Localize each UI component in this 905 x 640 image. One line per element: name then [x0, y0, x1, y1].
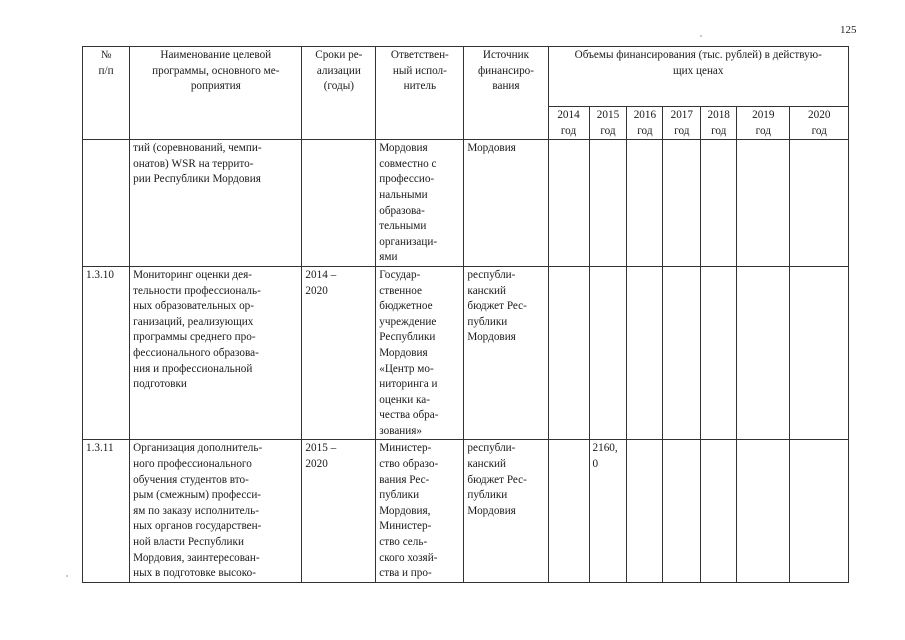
value-2018 — [701, 266, 737, 440]
year-2019: 2019 год — [737, 107, 790, 140]
page-number: 125 — [840, 24, 857, 36]
row-responsible: Министер- ство образо- вания Рес- публики Мордовия, Министер- ство сель- ского хозяй- ства и про- — [376, 440, 464, 582]
table-row — [83, 266, 849, 440]
row-responsible: Мордовия совместно с профессио- нальными образова- тельными организаци- ями — [376, 140, 464, 267]
value-2016 — [627, 440, 663, 582]
row-term: 2014 – 2020 — [302, 266, 376, 440]
scan-speck — [66, 575, 68, 577]
value-2015: 2160, 0 — [589, 440, 627, 582]
value-2020 — [790, 140, 849, 267]
value-2015 — [589, 266, 627, 440]
row-responsible: Государ- ственное бюджетное учреждение Республики Мордовия «Центр мо- ниторинга и оценки ка- чества обра- зования» — [376, 266, 464, 440]
value-2017 — [663, 266, 701, 440]
row-name: Организация дополнитель- ного профессионального обучения студентов вто- рым (смежным) професси- ям по заказу исполнитель- ных органов государствен- ной власти Республики Мордовия, заинтересован- ных в подготовке высоко- — [130, 440, 302, 582]
table-row — [83, 440, 849, 582]
value-2018 — [701, 440, 737, 582]
header-name: Наименование целевой программы, основного ме- роприятия — [130, 47, 302, 140]
row-source: республи- канский бюджет Рес- публики Мордовия — [464, 266, 548, 440]
scan-speck — [700, 35, 702, 37]
value-2018 — [701, 140, 737, 267]
value-2019 — [737, 266, 790, 440]
row-num — [83, 140, 130, 267]
year-2016: 2016 год — [627, 107, 663, 140]
row-name: Мониторинг оценки дея- тельности профессиональ- ных образовательных ор- ганизаций, реализующих программы среднего про- фессионального образова- ния и профессиональной подготовки — [130, 266, 302, 440]
row-num: 1.3.10 — [83, 266, 130, 440]
value-2014 — [548, 140, 589, 267]
value-2015 — [589, 140, 627, 267]
funding-table — [82, 46, 849, 583]
value-2014 — [548, 266, 589, 440]
value-2016 — [627, 266, 663, 440]
value-2017 — [663, 440, 701, 582]
value-2020 — [790, 440, 849, 582]
header-source: Источник финансиро- вания — [464, 47, 548, 140]
year-2018: 2018 год — [701, 107, 737, 140]
row-num: 1.3.11 — [83, 440, 130, 582]
header-row — [83, 47, 849, 107]
value-2016 — [627, 140, 663, 267]
year-2015: 2015 год — [589, 107, 627, 140]
value-2020 — [790, 266, 849, 440]
table-row — [83, 140, 849, 267]
header-funding: Объемы финансирования (тыс. рублей) в действую- щих ценах — [548, 47, 849, 107]
year-2017: 2017 год — [663, 107, 701, 140]
value-2019 — [737, 140, 790, 267]
year-2014: 2014 год — [548, 107, 589, 140]
row-source: Мордовия — [464, 140, 548, 267]
value-2019 — [737, 440, 790, 582]
value-2017 — [663, 140, 701, 267]
row-term — [302, 140, 376, 267]
row-name: тий (соревнований, чемпи- онатов) WSR на террито- рии Республики Мордовия — [130, 140, 302, 267]
year-2020: 2020 год — [790, 107, 849, 140]
row-term: 2015 – 2020 — [302, 440, 376, 582]
header-responsible: Ответствен- ный испол- нитель — [376, 47, 464, 140]
row-source: республи- канский бюджет Рес- публики Мордовия — [464, 440, 548, 582]
value-2014 — [548, 440, 589, 582]
header-term: Сроки ре- ализации (годы) — [302, 47, 376, 140]
header-num: № п/п — [83, 47, 130, 140]
